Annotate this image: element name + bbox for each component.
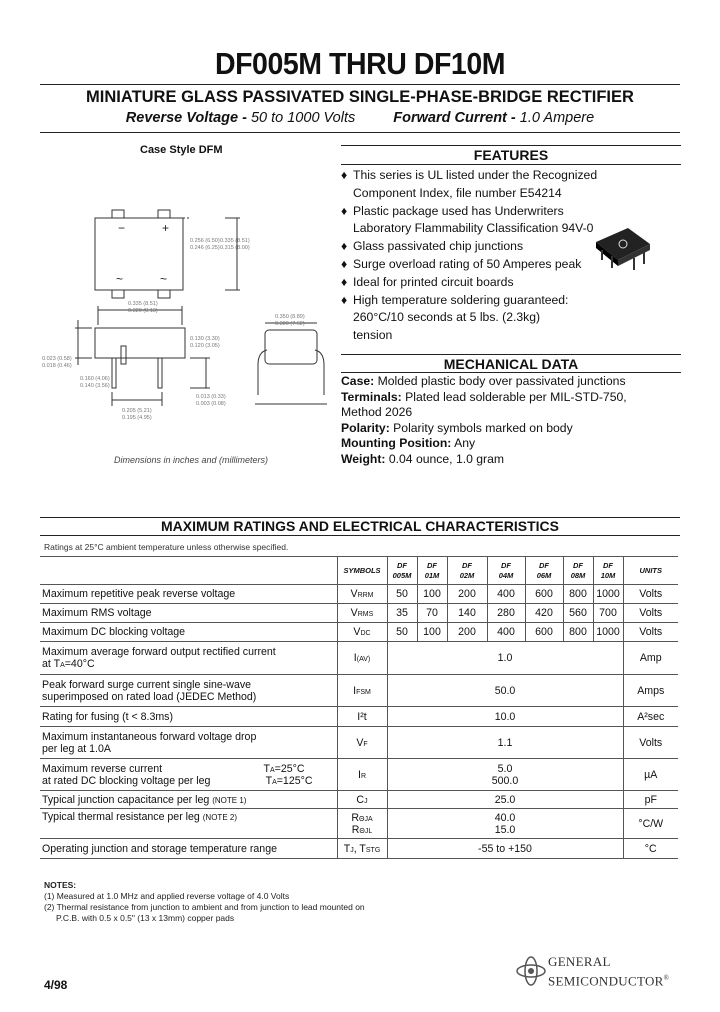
dim-end-width-min: 0.300 (7.62) — [275, 321, 305, 327]
table-row — [40, 791, 678, 809]
value-cell: 280 — [487, 604, 525, 623]
dim-lead-dia-min: 0.018 (0.46) — [42, 363, 72, 369]
mech-top-rule — [341, 354, 681, 355]
mechanical-heading: MECHANICAL DATA — [443, 356, 579, 372]
value-cell: 1.0 — [387, 642, 623, 675]
table-row — [40, 642, 678, 675]
unit-cell: Volts — [623, 623, 678, 642]
notes-section — [44, 880, 365, 924]
symbol-cell: RΘJA RΘJL — [337, 809, 387, 839]
minus-terminal-symbol: − — [118, 221, 126, 235]
feature-text: Ideal for printed circuit boards — [353, 274, 514, 289]
dim-side-height: 0.130 (3.30) — [190, 336, 220, 342]
bullet-icon: ♦ — [341, 203, 348, 218]
param-cell: Maximum average forward output rectified current at TA=40°C — [40, 642, 337, 675]
side-view-lead — [121, 346, 126, 364]
symbol-cell: I²t — [337, 707, 387, 727]
dim-end-width: 0.350 (8.89) — [275, 314, 305, 320]
title-rule — [40, 84, 680, 85]
param-cell: Maximum reverse current TA=25°C at rated DC blocking voltage per leg TA=125°C — [40, 759, 337, 791]
param-cell: Operating junction and storage temperature range — [40, 839, 337, 859]
side-view-lead — [158, 358, 162, 388]
ratings-summary — [0, 110, 720, 126]
dim-side-height-min: 0.120 (3.05) — [190, 343, 220, 349]
value-cell: 100 — [417, 623, 447, 642]
dim-lead-length: 0.160 (4.06) — [80, 376, 110, 382]
value-cell: 800 — [563, 585, 593, 604]
features-top-rule — [341, 145, 681, 146]
part-header: DF 01M — [417, 557, 447, 585]
page-title: DF005M THRU DF10M — [214, 46, 506, 81]
value-cell: 700 — [593, 604, 623, 623]
features-bottom-rule — [341, 164, 681, 165]
table-row — [40, 604, 678, 623]
case-style-label: Case Style DFM — [140, 144, 223, 156]
unit-cell: A²sec — [623, 707, 678, 727]
value-cell: 70 — [417, 604, 447, 623]
param-cell: Typical thermal resistance per leg (NOTE 2) — [40, 809, 337, 839]
unit-cell: pF — [623, 791, 678, 809]
unit-cell: °C — [623, 839, 678, 859]
mech-text: Plated lead solderable per MIL-STD-750, Method 2026 — [341, 389, 627, 419]
part-header: DF 005M — [387, 557, 417, 585]
bullet-icon: ♦ — [341, 168, 348, 182]
side-view-body — [95, 328, 185, 358]
dim-pin-length-min: 0.320 (8.13) — [128, 308, 158, 314]
value-cell: 50.0 — [387, 675, 623, 707]
side-view-lead — [112, 358, 116, 388]
value-cell: 600 — [525, 623, 563, 642]
value-cell: 40.0 15.0 — [387, 809, 623, 839]
notes-heading: NOTES: — [44, 880, 77, 890]
trademark-symbol: ® — [663, 974, 670, 982]
feature-text: Surge overload rating of 50 Amperes peak — [353, 256, 582, 271]
end-view-body — [265, 330, 317, 364]
value-cell: 1000 — [593, 623, 623, 642]
symbol-cell: I(AV) — [337, 642, 387, 675]
ratings-bottom-rule — [40, 535, 680, 536]
table-row — [40, 707, 678, 727]
symbol-cell: IR — [337, 759, 387, 791]
mech-row — [341, 452, 681, 468]
param-cell: Maximum instantaneous forward voltage drop per leg at 1.0A — [40, 727, 337, 759]
value-cell: 50 — [387, 585, 417, 604]
dim-top-width-min: 0.315 (8.00) — [220, 245, 250, 251]
mech-row — [341, 390, 641, 421]
part-header: DF 04M — [487, 557, 525, 585]
dim-top-width: 0.335 (8.51) — [220, 238, 250, 244]
mech-text: 0.04 ounce, 1.0 gram — [388, 451, 505, 466]
table-row — [40, 727, 678, 759]
ac-terminal-symbol: ~ — [116, 272, 124, 286]
mech-text: Any — [454, 436, 476, 450]
dim-foot: 0.013 (0.33) — [196, 394, 226, 400]
dim-lead-length-min: 0.140 (3.56) — [80, 383, 110, 389]
end-view-lead — [315, 350, 324, 395]
part-header: DF 08M — [563, 557, 593, 585]
dim-lead-spacing: 0.205 (5.21) — [122, 408, 152, 414]
part-header: DF 10M — [593, 557, 623, 585]
value-cell: 560 — [563, 604, 593, 623]
bullet-icon: ♦ — [341, 256, 348, 271]
top-view-pin — [112, 210, 124, 218]
dim-pin-length: 0.335 (8.51) — [128, 301, 158, 307]
value-cell: 10.0 — [387, 707, 623, 727]
forward-current-label: Forward Current - — [393, 110, 516, 126]
feature-text: Plastic package used has Underwriters Laboratory Flammability Classification 94V-0 — [353, 203, 594, 236]
mech-text: Polarity symbols marked on body — [393, 420, 573, 435]
value-cell: -55 to +150 — [387, 839, 623, 859]
symbol-cell: VRRM — [337, 585, 387, 604]
value-cell: 100 — [417, 585, 447, 604]
ac-terminal-symbol: ~ — [160, 272, 168, 286]
part-header: DF 06M — [525, 557, 563, 585]
forward-current-value: 1.0 Ampere — [519, 110, 595, 126]
company-logo-icon — [514, 955, 548, 987]
mech-row — [341, 436, 681, 452]
bullet-icon: ♦ — [341, 274, 348, 289]
mech-label: Terminals: — [341, 389, 402, 404]
reverse-voltage-value: 50 to 1000 Volts — [250, 110, 356, 126]
value-cell: 200 — [447, 585, 487, 604]
page-subtitle: MINIATURE GLASS PASSIVATED SINGLE-PHASE-BRIDGE RECTIFIER — [86, 88, 634, 106]
dim-lead-dia: 0.023 (0.58) — [42, 356, 72, 362]
mech-row — [341, 421, 681, 437]
value-cell: 35 — [387, 604, 417, 623]
part-header: DF 02M — [447, 557, 487, 585]
dim-lead-spacing-min: 0.195 (4.95) — [122, 415, 152, 421]
unit-cell: µA — [623, 759, 678, 791]
param-cell: Maximum DC blocking voltage — [40, 623, 337, 642]
dimensions-note: Dimensions in inches and (millimeters) — [114, 455, 269, 465]
param-cell: Peak forward surge current single sine-wave superimposed on rated load (JEDEC Method) — [40, 675, 337, 707]
note-2-cont: P.C.B. with 0.5 x 0.5" (13 x 13mm) copper pads — [56, 913, 235, 923]
table-row — [40, 809, 678, 839]
chip-package-image — [588, 222, 658, 278]
symbol-cell: TJ, TSTG — [337, 839, 387, 859]
feature-text: This series is UL listed under the Recognized Component Index, file number E54214 — [353, 168, 598, 200]
mech-label: Polarity: — [341, 420, 390, 435]
top-view-pin — [112, 290, 124, 298]
unit-cell: Volts — [623, 604, 678, 623]
value-cell: 50 — [387, 623, 417, 642]
value-cell: 800 — [563, 623, 593, 642]
note-1: (1) Measured at 1.0 MHz and applied reverse voltage of 4.0 Volts — [44, 891, 290, 901]
unit-cell: Volts — [623, 727, 678, 759]
value-cell: 600 — [525, 585, 563, 604]
param-cell: Maximum repetitive peak reverse voltage — [40, 585, 337, 604]
unit-cell: Amps — [623, 675, 678, 707]
note-2: (2) Thermal resistance from junction to ambient and from junction to lead mounted on — [44, 902, 365, 912]
reverse-voltage-label: Reverse Voltage - — [125, 110, 247, 126]
unit-cell: Amp — [623, 642, 678, 675]
symbol-cell: VDC — [337, 623, 387, 642]
dim-foot-min: 0.003 (0.08) — [196, 401, 226, 407]
mechanical-list — [341, 374, 681, 467]
feature-text: High temperature soldering guaranteed: 260°C/10 seconds at 5 lbs. (2.3kg) tension — [353, 292, 569, 343]
mech-bottom-rule — [341, 372, 681, 373]
value-cell: 140 — [447, 604, 487, 623]
table-row — [40, 759, 678, 791]
feature-text: Glass passivated chip junctions — [353, 239, 524, 254]
table-row — [40, 623, 678, 642]
units-header: UNITS — [623, 557, 678, 585]
value-cell: 400 — [487, 585, 525, 604]
symbol-cell: VRMS — [337, 604, 387, 623]
plus-terminal-symbol: + — [162, 221, 170, 235]
mech-text: Molded plastic body over passivated junctions — [377, 374, 626, 388]
mech-label: Mounting Position: — [341, 436, 452, 450]
dim-body-height-min: 0.246 (6.25) — [190, 245, 220, 251]
unit-cell: °C/W — [623, 809, 678, 839]
value-cell: 1.1 — [387, 727, 623, 759]
symbol-cell: IFSM — [337, 675, 387, 707]
ratings-heading: MAXIMUM RATINGS AND ELECTRICAL CHARACTERISTICS — [161, 518, 559, 534]
revision-date: 4/98 — [44, 978, 68, 992]
unit-cell: Volts — [623, 585, 678, 604]
table-row — [40, 675, 678, 707]
param-cell: Rating for fusing (t < 8.3ms) — [40, 707, 337, 727]
bullet-icon: ♦ — [341, 292, 348, 307]
end-view-lead — [258, 350, 267, 395]
value-cell: 25.0 — [387, 791, 623, 809]
ratings-table — [40, 556, 678, 859]
symbol-cell: VF — [337, 727, 387, 759]
subtitle-rule — [40, 132, 680, 133]
dim-body-height: 0.256 (6.50) — [190, 238, 220, 244]
table-row — [40, 839, 678, 859]
features-heading: FEATURES — [473, 147, 549, 163]
table-row — [40, 585, 678, 604]
symbols-header: SYMBOLS — [337, 557, 387, 585]
company-name — [548, 953, 669, 989]
value-cell: 400 — [487, 623, 525, 642]
ratings-note: Ratings at 25°C ambient temperature unless otherwise specified. — [44, 542, 289, 552]
value-cell: 5.0 500.0 — [387, 759, 623, 791]
param-cell: Typical junction capacitance per leg (NOTE 1) — [40, 791, 337, 809]
company-name-line2: SEMICONDUCTOR® — [548, 973, 670, 989]
mech-label: Case: — [341, 374, 375, 388]
package-outline-drawing — [40, 160, 340, 450]
feature-item — [341, 167, 681, 203]
top-view-pin — [158, 210, 170, 218]
table-header-row — [40, 557, 678, 585]
top-view-pin — [158, 290, 170, 298]
value-cell: 1000 — [593, 585, 623, 604]
feature-item — [341, 292, 681, 345]
symbol-cell: CJ — [337, 791, 387, 809]
mech-label: Weight: — [341, 451, 386, 466]
value-cell: 200 — [447, 623, 487, 642]
param-cell: Maximum RMS voltage — [40, 604, 337, 623]
bullet-icon: ♦ — [341, 239, 348, 254]
mech-row — [341, 374, 681, 390]
top-view-body — [95, 218, 183, 290]
value-cell: 420 — [525, 604, 563, 623]
company-name-line1: GENERAL — [548, 954, 611, 969]
